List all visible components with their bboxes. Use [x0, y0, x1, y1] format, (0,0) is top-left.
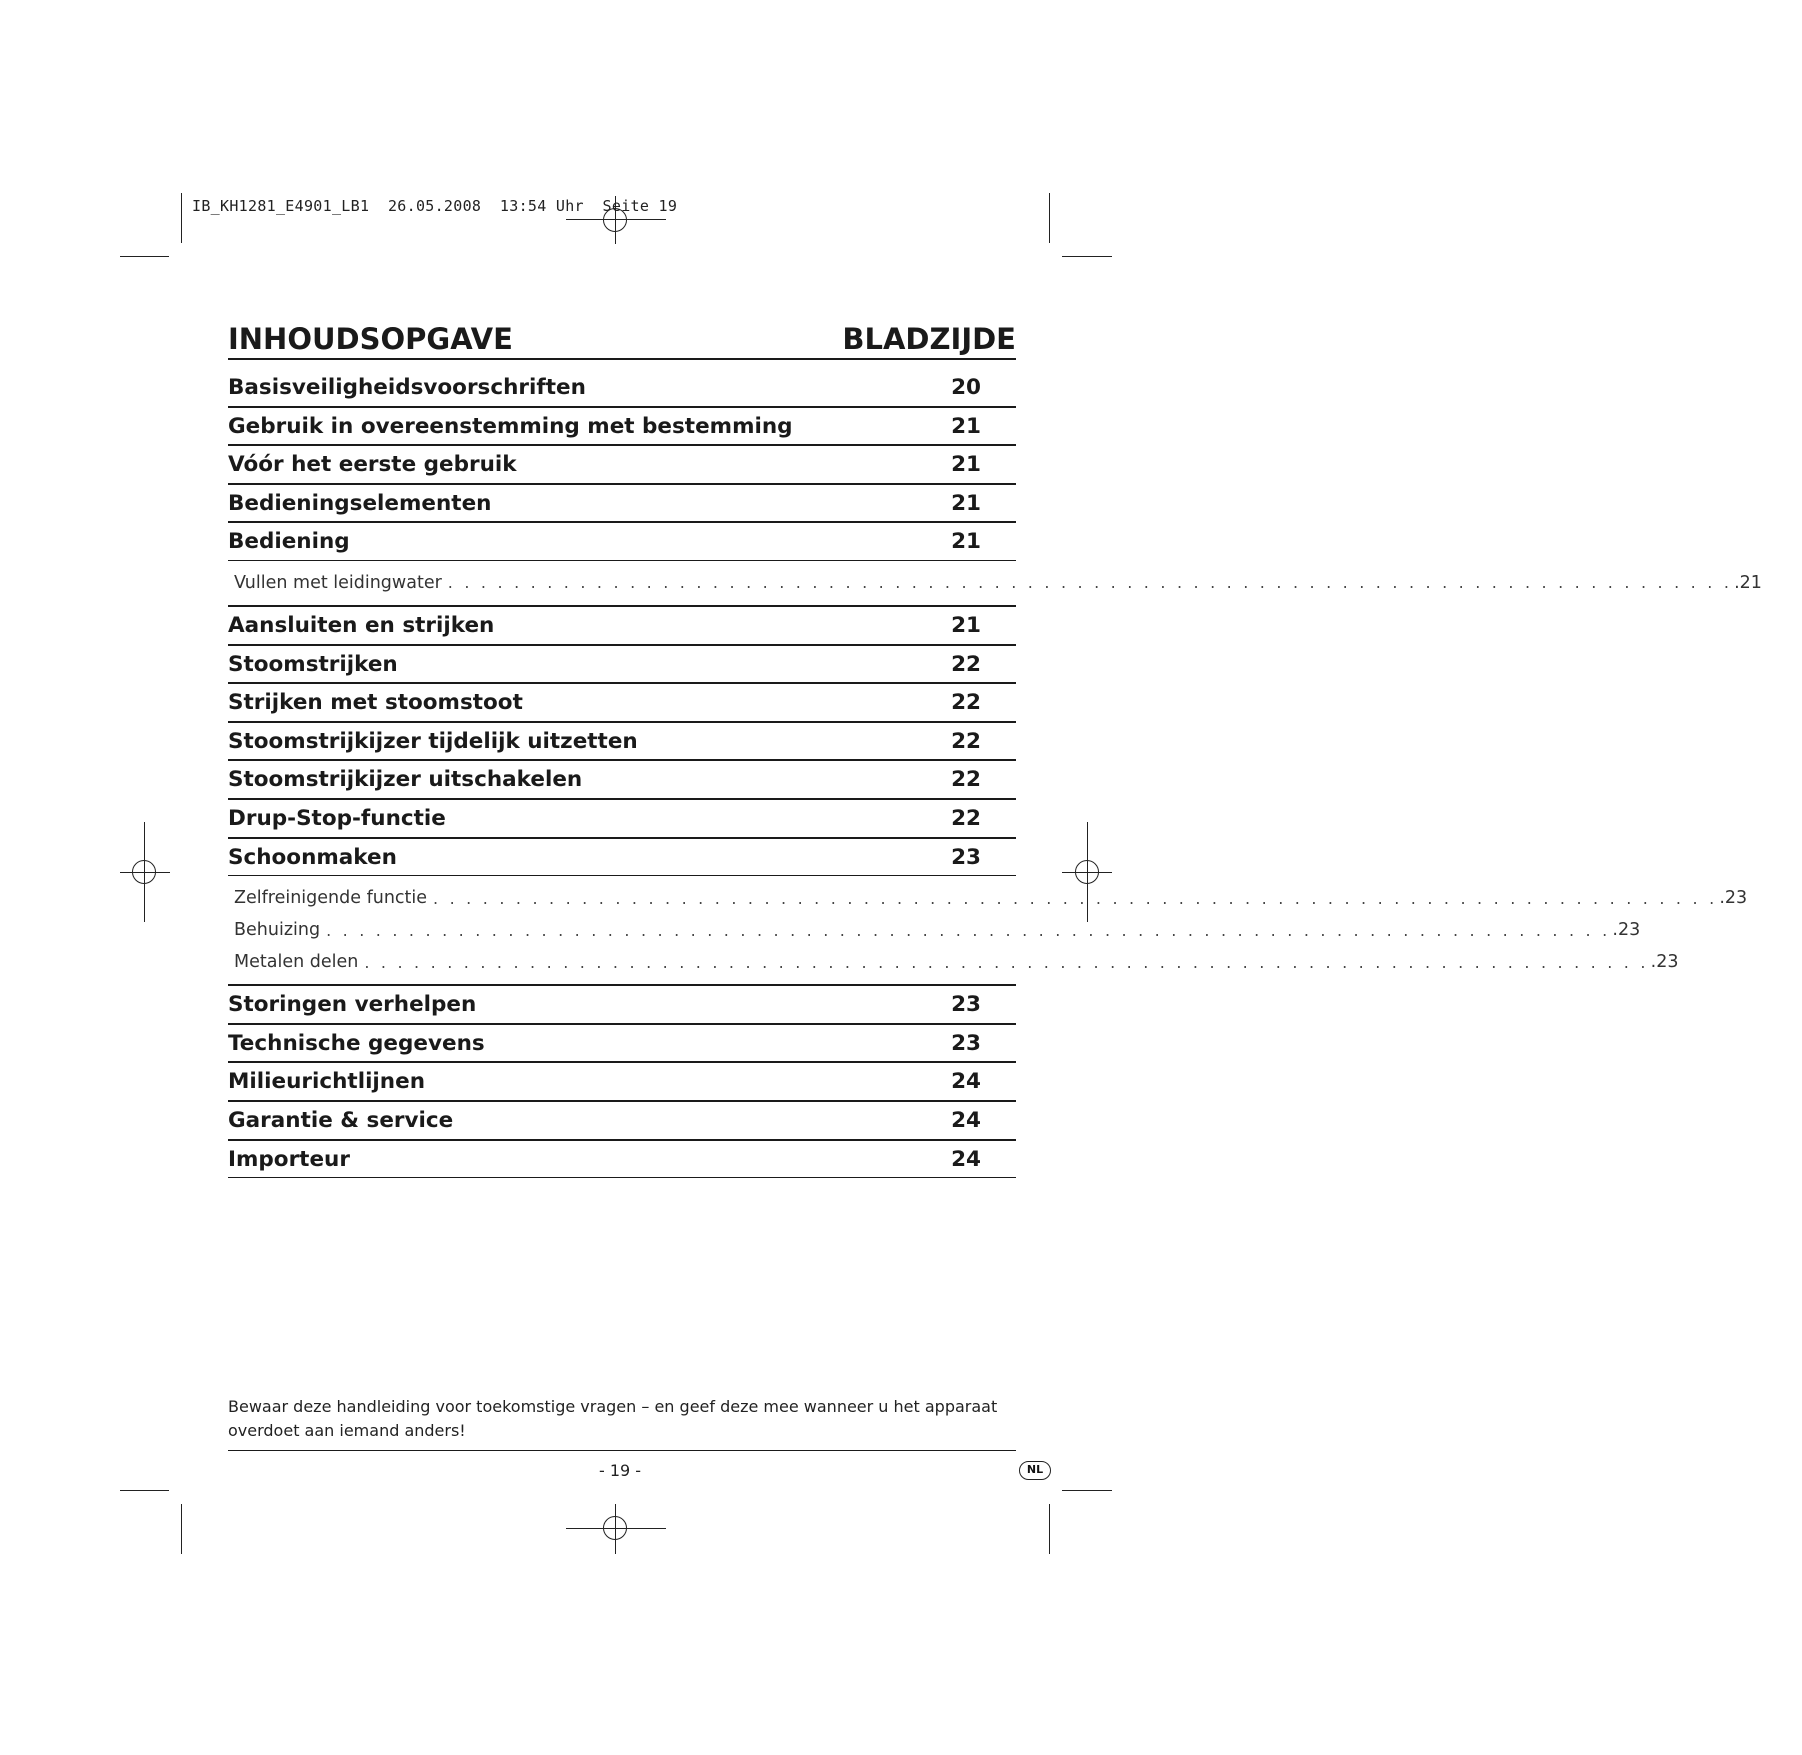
toc-entry[interactable]	[228, 838, 1016, 877]
toc-entry[interactable]	[228, 1062, 1016, 1101]
registration-top-circle	[603, 208, 627, 232]
table-of-contents	[228, 368, 1762, 1178]
toc-subentry-page: .21	[1734, 572, 1762, 593]
toc-entry-label: Stoomstrijkijzer uitschakelen	[228, 767, 583, 793]
toc-entry-page: 22	[951, 728, 981, 754]
toc-entry-label: Garantie & service	[228, 1107, 454, 1133]
toc-entry-page: 22	[951, 805, 981, 831]
toc-subentry-label: Vullen met leidingwater	[234, 572, 442, 593]
toc-entry-page: 24	[951, 1069, 981, 1095]
crop-mark-top-right-h	[1062, 256, 1112, 257]
toc-subentry-page: .23	[1650, 952, 1679, 973]
toc-subentries	[228, 561, 1762, 606]
toc-entry[interactable]	[228, 799, 1016, 838]
crop-mark-top-right-v	[1049, 193, 1050, 243]
toc-subentry-label: Zelfreinigende functie	[234, 888, 428, 909]
toc-entry-label: Bedieningselementen	[228, 490, 492, 516]
toc-subentry-page: .23	[1719, 888, 1748, 909]
footer-divider	[228, 1450, 1016, 1451]
toc-subentry[interactable]	[228, 882, 1748, 914]
dot-leader: . . . . . . . . . . . . . . . . . . . . . . . . . . . . . . . . . . . . . . . . . . . . . . . . . . . . . . . . . . . . . . . . . . . . . . . . . . . . . .	[364, 952, 1649, 972]
crop-mark-top-left-h	[120, 256, 169, 257]
toc-entry-label: Stoomstrijken	[228, 651, 398, 677]
toc-entry-page: 21	[951, 612, 981, 638]
toc-header	[228, 318, 1016, 360]
toc-entry-page: 21	[951, 490, 981, 516]
toc-subentry[interactable]	[228, 567, 1762, 599]
toc-entry-label: Gebruik in overeenstemming met bestemming	[228, 413, 793, 439]
toc-entry[interactable]	[228, 1140, 1016, 1179]
toc-entry-page: 24	[951, 1146, 981, 1172]
dot-leader: . . . . . . . . . . . . . . . . . . . . . . . . . . . . . . . . . . . . . . . . . . . . . . . . . . . . . . . . . . . . . . . . . . . . . . . . . . . . . .	[433, 888, 1718, 908]
toc-entry-page: 23	[951, 1030, 981, 1056]
toc-entry-page: 23	[951, 844, 981, 870]
toc-entry[interactable]	[228, 407, 1016, 446]
toc-entry[interactable]	[228, 522, 1016, 561]
toc-subentry[interactable]	[228, 946, 1679, 978]
toc-entry-label: Aansluiten en strijken	[228, 612, 495, 638]
toc-entry[interactable]	[228, 645, 1016, 684]
toc-title: INHOUDSOPGAVE	[228, 322, 513, 356]
toc-entry[interactable]	[228, 1024, 1016, 1063]
crop-mark-bottom-right-v	[1049, 1504, 1050, 1554]
toc-entry[interactable]	[228, 760, 1016, 799]
toc-entry[interactable]	[228, 1101, 1016, 1140]
language-badge: NL	[1019, 1461, 1051, 1480]
toc-entry[interactable]	[228, 683, 1016, 722]
toc-subentry[interactable]	[228, 914, 1641, 946]
toc-entry-label: Storingen verhelpen	[228, 992, 477, 1018]
toc-entry-label: Bediening	[228, 529, 350, 555]
toc-entry[interactable]	[228, 445, 1016, 484]
toc-entry-label: Importeur	[228, 1146, 350, 1172]
toc-entry-label: Schoonmaken	[228, 844, 397, 870]
registration-left-circle	[132, 860, 156, 884]
toc-entry-page: 21	[951, 452, 981, 478]
toc-entry-label: Technische gegevens	[228, 1030, 485, 1056]
crop-mark-top-left-v	[181, 193, 182, 243]
toc-subentry-label: Metalen delen	[234, 952, 359, 973]
print-slug: IB_KH1281_E4901_LB1 26.05.2008 13:54 Uhr Seite 19	[192, 197, 678, 215]
toc-entry[interactable]	[228, 484, 1016, 523]
toc-entry-page: 22	[951, 767, 981, 793]
registration-bottom-circle	[603, 1516, 627, 1540]
toc-entry-label: Strijken met stoomstoot	[228, 690, 523, 716]
toc-entry-label: Drup-Stop-functie	[228, 805, 446, 831]
toc-entry[interactable]	[228, 722, 1016, 761]
toc-entry-page: 22	[951, 690, 981, 716]
toc-entry-label: Milieurichtlijnen	[228, 1069, 425, 1095]
dot-leader: . . . . . . . . . . . . . . . . . . . . . . . . . . . . . . . . . . . . . . . . . . . . . . . . . . . . . . . . . . . . . . . . . . . . . . . . . . . . . .	[326, 920, 1611, 940]
registration-right-circle	[1075, 860, 1099, 884]
toc-entry-page: 21	[951, 529, 981, 555]
toc-entry-label: Vóór het eerste gebruik	[228, 452, 517, 478]
toc-subentries	[228, 876, 1748, 985]
toc-entry-page: 24	[951, 1107, 981, 1133]
crop-mark-bottom-left-h	[120, 1490, 169, 1491]
page-column-heading: BLADZIJDE	[842, 322, 1016, 356]
toc-entry-label: Stoomstrijkijzer tijdelijk uitzetten	[228, 728, 638, 754]
toc-entry[interactable]	[228, 985, 1016, 1024]
toc-entry-page: 20	[951, 375, 981, 400]
toc-entry-page: 21	[951, 413, 981, 439]
footer-note: Bewaar deze handleiding voor toekomstige vragen – en geef deze mee wanneer u het apparaat overdoet aan iemand anders!	[228, 1397, 998, 1440]
toc-entry-page: 22	[951, 651, 981, 677]
toc-entry[interactable]	[228, 606, 1016, 645]
toc-subentry-page: .23	[1612, 920, 1641, 941]
toc-subentry-label: Behuizing	[234, 920, 321, 941]
crop-mark-bottom-left-v	[181, 1504, 182, 1554]
page-number: - 19 -	[598, 1461, 642, 1480]
crop-mark-bottom-right-h	[1062, 1490, 1112, 1491]
dot-leader: . . . . . . . . . . . . . . . . . . . . . . . . . . . . . . . . . . . . . . . . . . . . . . . . . . . . . . . . . . . . . . . . . . . . . . . . . . . . . .	[447, 573, 1733, 593]
toc-entry-page: 23	[951, 992, 981, 1018]
toc-entry[interactable]	[228, 368, 1016, 407]
toc-entry-label: Basisveiligheidsvoorschriften	[228, 375, 586, 400]
